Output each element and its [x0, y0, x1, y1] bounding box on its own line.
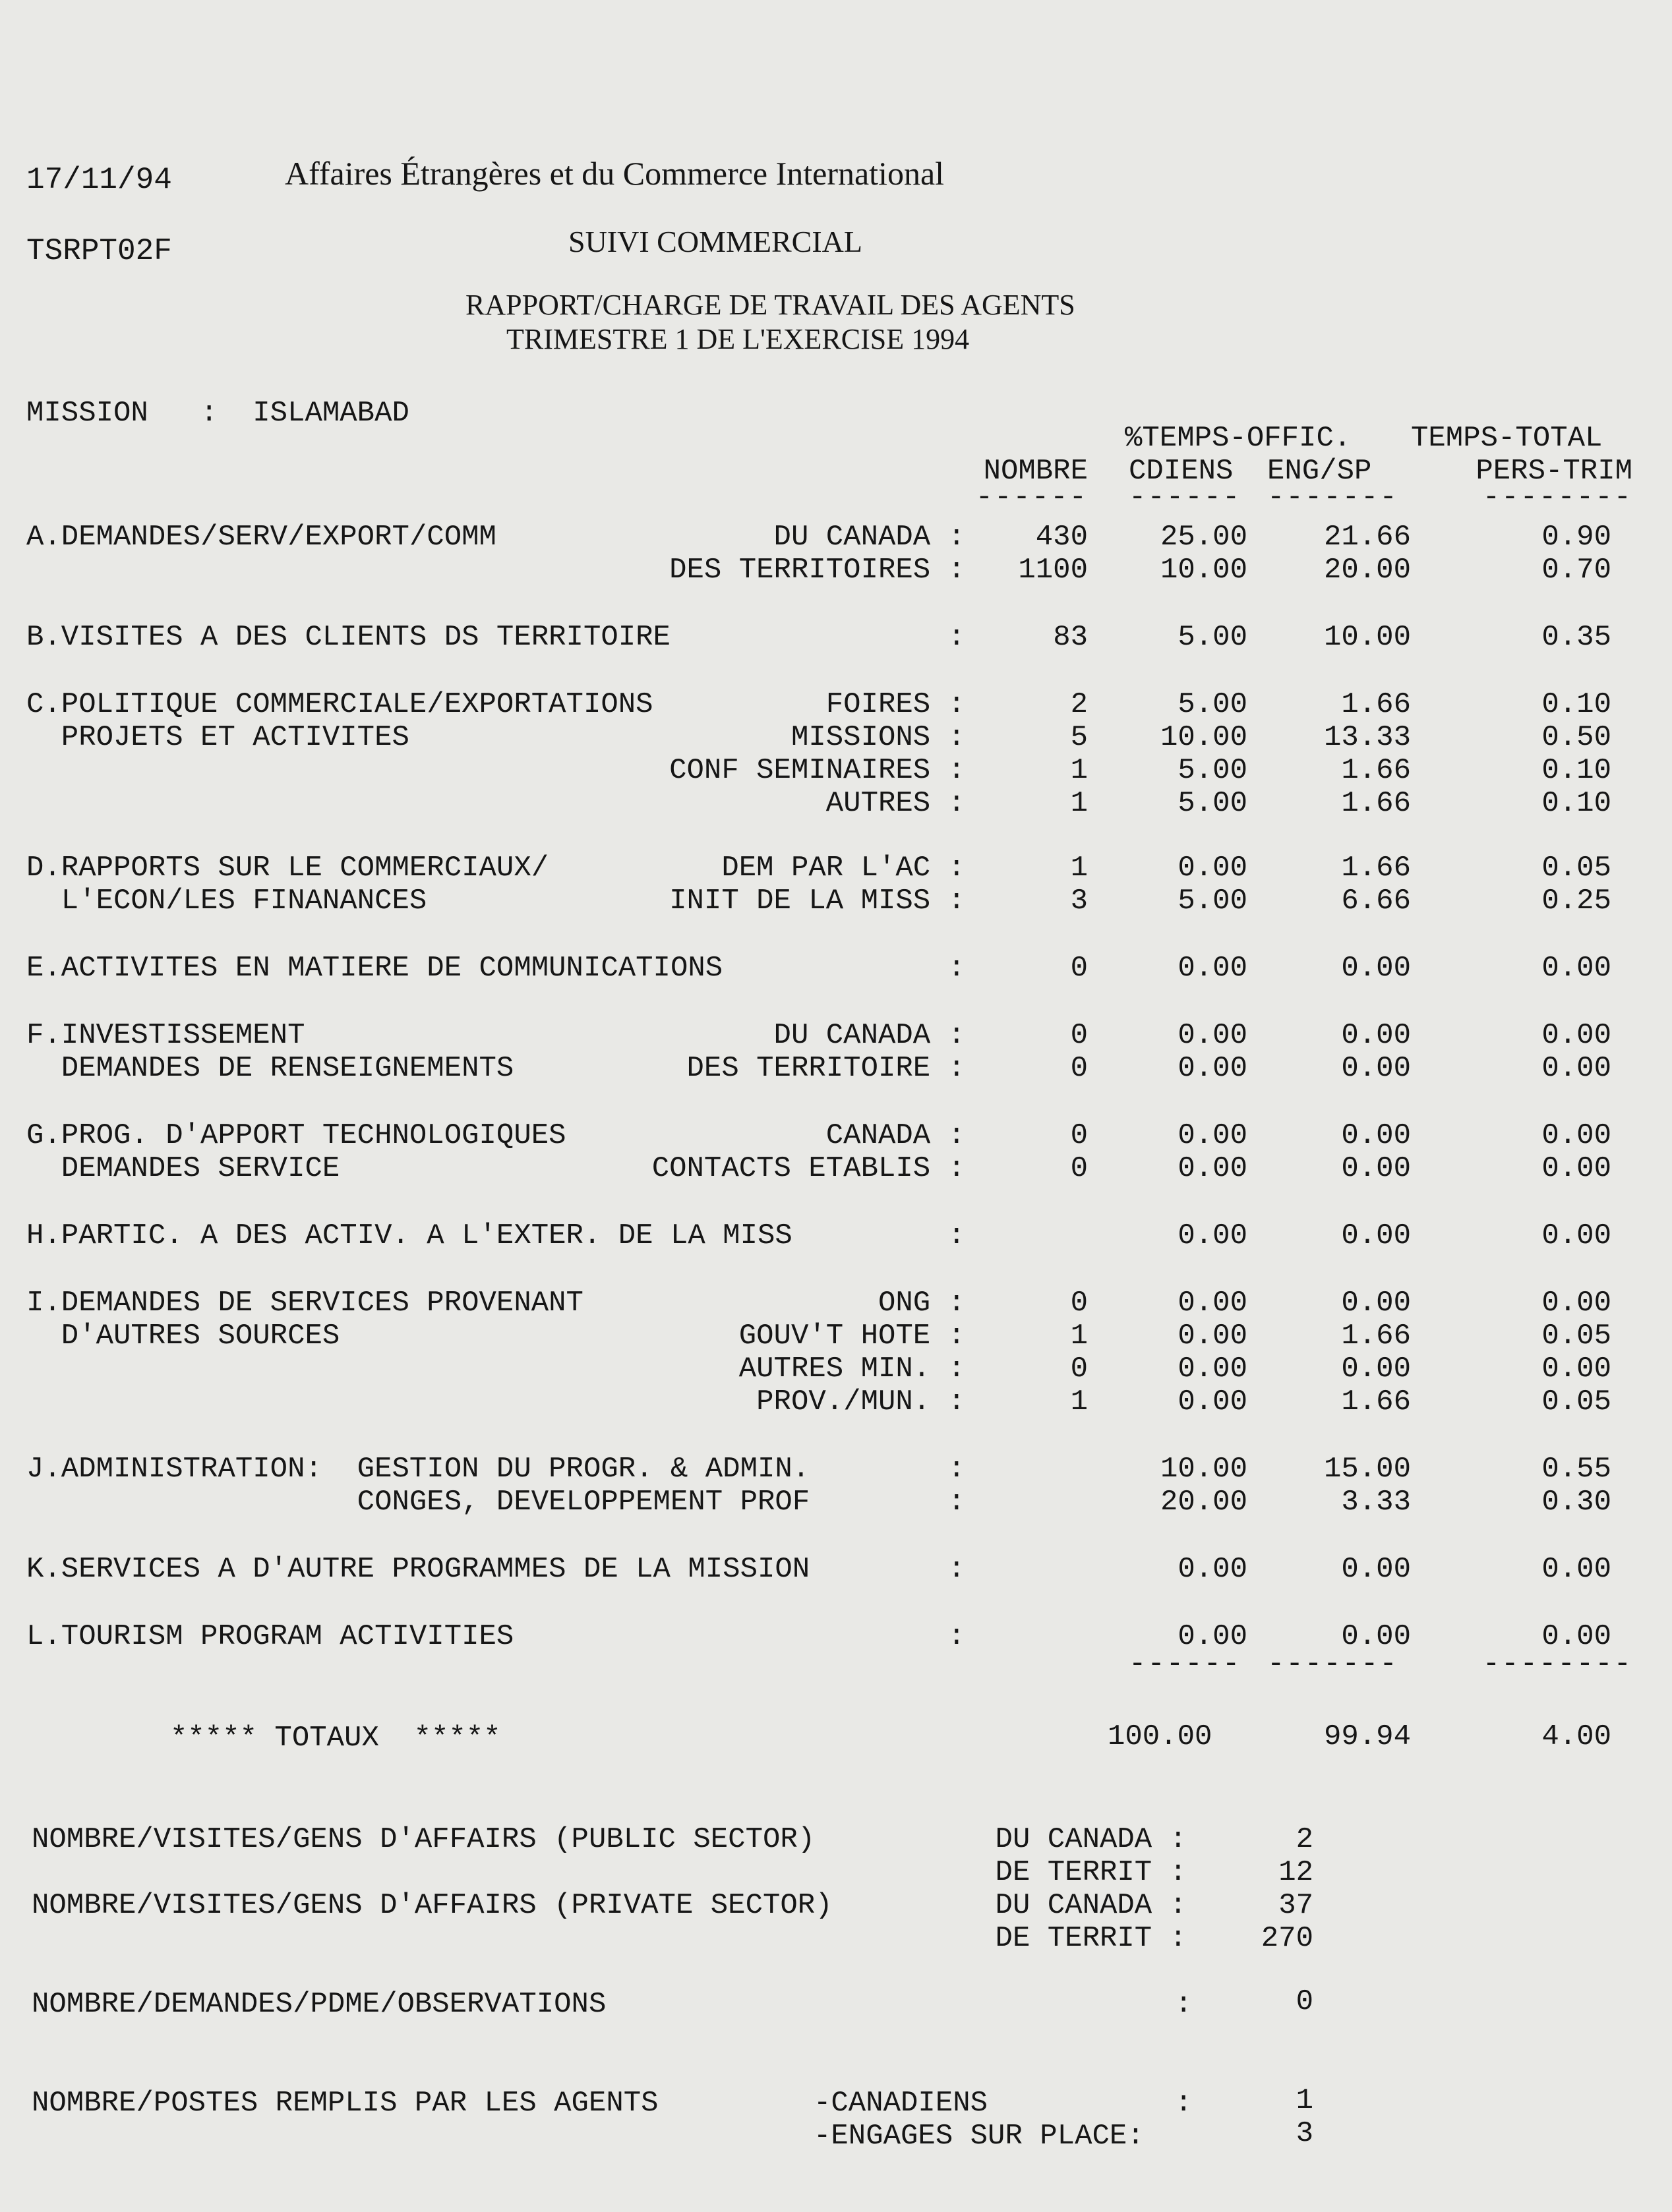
row-nombre: 1: [1070, 1320, 1088, 1353]
row-sublabel: AUTRES :: [825, 787, 965, 820]
row-engsp: 21.66: [1323, 521, 1411, 554]
row-label: E.ACTIVITES EN MATIERE DE COMMUNICATIONS: [26, 952, 723, 985]
row-engsp: 1.66: [1341, 852, 1411, 885]
row-cdiens: 0.00: [1178, 1019, 1247, 1052]
totals-cdiens: 100.00: [1108, 1720, 1212, 1753]
totals-underline-cdiens: ------: [1129, 1648, 1241, 1681]
row-pers: 0.00: [1541, 1219, 1611, 1252]
totals-underline-engsp: -------: [1267, 1648, 1398, 1681]
row-pers: 0.00: [1541, 952, 1611, 985]
public-canada-label: DU CANADA :: [995, 1823, 1187, 1856]
row-nombre: 2: [1070, 688, 1088, 721]
row-pers: 0.00: [1541, 1620, 1611, 1653]
row-cdiens: 0.00: [1178, 952, 1247, 985]
row-sublabel: :: [947, 1486, 965, 1519]
row-cdiens: 5.00: [1178, 885, 1247, 917]
report-code: TSRPT02F: [26, 234, 172, 268]
row-cdiens: 0.00: [1178, 1553, 1247, 1586]
row-cdiens: 10.00: [1160, 554, 1247, 587]
demandes-value: 0: [1296, 1985, 1313, 2018]
row-label: F.INVESTISSEMENT: [26, 1019, 305, 1052]
row-label: D'AUTRES SOURCES: [26, 1320, 340, 1353]
row-nombre: 3: [1070, 885, 1088, 917]
report-subtitle: RAPPORT/CHARGE DE TRAVAIL DES AGENTS: [465, 289, 1075, 321]
row-nombre: 0: [1070, 1052, 1088, 1085]
row-engsp: 0.00: [1341, 1219, 1411, 1252]
row-sublabel: DES TERRITOIRE :: [686, 1052, 965, 1085]
row-engsp: 0.00: [1341, 1019, 1411, 1052]
row-sublabel: CANADA :: [825, 1119, 965, 1152]
row-cdiens: 10.00: [1160, 721, 1247, 754]
row-pers: 0.00: [1541, 1052, 1611, 1085]
public-canada-value: 2: [1296, 1823, 1313, 1856]
col-engsp-header: ENG/SP: [1267, 455, 1372, 488]
row-sublabel: DU CANADA :: [773, 1019, 965, 1052]
row-pers: 0.35: [1541, 621, 1611, 654]
row-pers: 0.10: [1541, 787, 1611, 820]
row-engsp: 0.00: [1341, 1152, 1411, 1185]
row-cdiens: 5.00: [1178, 754, 1247, 787]
row-pers: 0.10: [1541, 688, 1611, 721]
row-label: K.SERVICES A D'AUTRE PROGRAMMES DE LA MISSION: [26, 1553, 810, 1586]
row-cdiens: 0.00: [1178, 852, 1247, 885]
row-engsp: 15.00: [1323, 1453, 1411, 1486]
row-engsp: 10.00: [1323, 621, 1411, 654]
row-sublabel: FOIRES :: [825, 688, 965, 721]
row-label: C.POLITIQUE COMMERCIALE/EXPORTATIONS: [26, 688, 653, 721]
col-cdiens-underline: ------: [1129, 481, 1241, 514]
row-nombre: 430: [1035, 521, 1088, 554]
row-engsp: 13.33: [1323, 721, 1411, 754]
engages-label: -ENGAGES SUR PLACE:: [814, 2120, 1145, 2153]
row-pers: 0.10: [1541, 754, 1611, 787]
row-cdiens: 0.00: [1178, 1620, 1247, 1653]
private-canada-label: DU CANADA :: [995, 1889, 1187, 1922]
ministry-name: Affaires Étrangères et du Commerce International: [285, 155, 945, 192]
row-label: H.PARTIC. A DES ACTIV. A L'EXTER. DE LA MISS: [26, 1219, 792, 1252]
row-sublabel: ONG :: [878, 1287, 965, 1320]
row-nombre: 0: [1070, 1353, 1088, 1385]
row-sublabel: :: [947, 621, 965, 654]
row-pers: 0.50: [1541, 721, 1611, 754]
row-cdiens: 5.00: [1178, 688, 1247, 721]
row-label: A.DEMANDES/SERV/EXPORT/COMM: [26, 521, 496, 554]
row-engsp: 0.00: [1341, 1052, 1411, 1085]
row-engsp: 0.00: [1341, 1287, 1411, 1320]
row-nombre: 0: [1070, 1287, 1088, 1320]
row-pers: 0.25: [1541, 885, 1611, 917]
row-label: PROJETS ET ACTIVITES: [26, 721, 409, 754]
row-label: G.PROG. D'APPORT TECHNOLOGIQUES: [26, 1119, 566, 1152]
row-cdiens: 0.00: [1178, 1320, 1247, 1353]
row-nombre: 0: [1070, 1152, 1088, 1185]
row-sublabel: GOUV'T HOTE :: [738, 1320, 965, 1353]
mission-name: MISSION : ISLAMABAD: [26, 397, 409, 430]
col-perstrim-header: PERS-TRIM: [1476, 455, 1632, 488]
col-nombre-header: NOMBRE: [983, 455, 1088, 488]
col-nombre-underline: ------: [975, 481, 1088, 514]
row-nombre: 1: [1070, 1385, 1088, 1418]
row-label: D.RAPPORTS SUR LE COMMERCIAUX/: [26, 852, 549, 885]
row-pers: 0.00: [1541, 1553, 1611, 1586]
row-cdiens: 25.00: [1160, 521, 1247, 554]
row-engsp: 0.00: [1341, 1553, 1411, 1586]
report-title: SUIVI COMMERCIAL: [568, 225, 862, 258]
totals-label: ***** TOTAUX *****: [170, 1722, 501, 1755]
row-cdiens: 0.00: [1178, 1119, 1247, 1152]
private-canada-value: 37: [1278, 1889, 1313, 1922]
row-cdiens: 0.00: [1178, 1219, 1247, 1252]
row-cdiens: 5.00: [1178, 621, 1247, 654]
totals-pers: 4.00: [1541, 1720, 1611, 1753]
row-sublabel: AUTRES MIN. :: [738, 1353, 965, 1385]
totals-engsp: 99.94: [1323, 1720, 1411, 1753]
row-nombre: 5: [1070, 721, 1088, 754]
postes-label: NOMBRE/POSTES REMPLIS PAR LES AGENTS: [32, 2087, 659, 2120]
row-pers: 0.05: [1541, 852, 1611, 885]
row-engsp: 1.66: [1341, 688, 1411, 721]
report-date: 17/11/94: [26, 163, 172, 197]
row-pers: 0.00: [1541, 1019, 1611, 1052]
canadiens-label: -CANADIENS: [814, 2087, 988, 2120]
public-territ-label: DE TERRIT :: [995, 1856, 1187, 1889]
row-pers: 0.30: [1541, 1486, 1611, 1519]
col-total-header: TEMPS-TOTAL: [1411, 422, 1603, 455]
row-engsp: 1.66: [1341, 787, 1411, 820]
row-label: I.DEMANDES DE SERVICES PROVENANT: [26, 1287, 583, 1320]
row-engsp: 3.33: [1341, 1486, 1411, 1519]
row-cdiens: 10.00: [1160, 1453, 1247, 1486]
row-pers: 0.00: [1541, 1152, 1611, 1185]
demandes-label: NOMBRE/DEMANDES/PDME/OBSERVATIONS: [32, 1988, 607, 2021]
row-sublabel: :: [947, 1553, 965, 1586]
col-cdiens-header: CDIENS: [1129, 455, 1234, 488]
canadiens-value: 1: [1296, 2084, 1313, 2117]
row-engsp: 0.00: [1341, 1620, 1411, 1653]
row-nombre: 1: [1070, 787, 1088, 820]
private-territ-label: DE TERRIT :: [995, 1922, 1187, 1955]
row-engsp: 0.00: [1341, 952, 1411, 985]
row-engsp: 1.66: [1341, 754, 1411, 787]
row-engsp: 0.00: [1341, 1119, 1411, 1152]
row-cdiens: 20.00: [1160, 1486, 1247, 1519]
row-cdiens: 5.00: [1178, 787, 1247, 820]
row-sublabel: :: [947, 1453, 965, 1486]
row-cdiens: 0.00: [1178, 1287, 1247, 1320]
row-engsp: 1.66: [1341, 1320, 1411, 1353]
private-visits-label: NOMBRE/VISITES/GENS D'AFFAIRS (PRIVATE SECTOR): [32, 1889, 833, 1922]
row-sublabel: :: [947, 952, 965, 985]
row-label: L'ECON/LES FINANANCES: [26, 885, 427, 917]
row-pers: 0.90: [1541, 521, 1611, 554]
public-territ-value: 12: [1278, 1856, 1313, 1889]
report-period: TRIMESTRE 1 DE L'EXERCISE 1994: [506, 323, 970, 355]
row-nombre: 1100: [1018, 554, 1088, 587]
row-pers: 0.05: [1541, 1385, 1611, 1418]
row-sublabel: DU CANADA :: [773, 521, 965, 554]
row-nombre: 0: [1070, 952, 1088, 985]
row-pers: 0.00: [1541, 1287, 1611, 1320]
row-pers: 0.00: [1541, 1119, 1611, 1152]
row-sublabel: MISSIONS :: [791, 721, 965, 754]
row-label: B.VISITES A DES CLIENTS DS TERRITOIRE: [26, 621, 671, 654]
row-cdiens: 0.00: [1178, 1052, 1247, 1085]
row-pers: 0.05: [1541, 1320, 1611, 1353]
col-engsp-underline: -------: [1267, 481, 1398, 514]
row-sublabel: DES TERRITOIRES :: [669, 554, 965, 587]
row-label: J.ADMINISTRATION: GESTION DU PROGR. & ADMIN.: [26, 1453, 810, 1486]
col-group-header: %TEMPS-OFFIC.: [1125, 422, 1352, 455]
private-territ-value: 270: [1261, 1922, 1313, 1955]
row-label: DEMANDES SERVICE: [26, 1152, 340, 1185]
col-perstrim-underline: --------: [1482, 481, 1632, 514]
row-pers: 0.70: [1541, 554, 1611, 587]
row-nombre: 0: [1070, 1119, 1088, 1152]
row-sublabel: :: [947, 1620, 965, 1653]
row-sublabel: INIT DE LA MISS :: [669, 885, 965, 917]
row-cdiens: 0.00: [1178, 1353, 1247, 1385]
row-engsp: 0.00: [1341, 1353, 1411, 1385]
row-label: CONGES, DEVELOPPEMENT PROF: [26, 1486, 810, 1519]
row-sublabel: :: [947, 1219, 965, 1252]
row-cdiens: 0.00: [1178, 1385, 1247, 1418]
row-nombre: 1: [1070, 754, 1088, 787]
row-sublabel: CONF SEMINAIRES :: [669, 754, 965, 787]
totals-underline-pers: --------: [1482, 1648, 1632, 1681]
row-label: DEMANDES DE RENSEIGNEMENTS: [26, 1052, 514, 1085]
public-visits-label: NOMBRE/VISITES/GENS D'AFFAIRS (PUBLIC SECTOR): [32, 1823, 816, 1856]
row-sublabel: PROV./MUN. :: [756, 1385, 965, 1418]
row-label: L.TOURISM PROGRAM ACTIVITIES: [26, 1620, 514, 1653]
row-pers: 0.55: [1541, 1453, 1611, 1486]
row-pers: 0.00: [1541, 1353, 1611, 1385]
engages-value: 3: [1296, 2117, 1313, 2150]
demandes-colon: :: [1175, 1988, 1193, 2021]
row-nombre: 0: [1070, 1019, 1088, 1052]
row-cdiens: 0.00: [1178, 1152, 1247, 1185]
row-engsp: 1.66: [1341, 1385, 1411, 1418]
canadiens-colon: :: [1175, 2087, 1193, 2120]
row-sublabel: DEM PAR L'AC :: [721, 852, 965, 885]
row-sublabel: CONTACTS ETABLIS :: [651, 1152, 965, 1185]
row-engsp: 6.66: [1341, 885, 1411, 917]
row-nombre: 1: [1070, 852, 1088, 885]
row-nombre: 83: [1053, 621, 1088, 654]
row-engsp: 20.00: [1323, 554, 1411, 587]
